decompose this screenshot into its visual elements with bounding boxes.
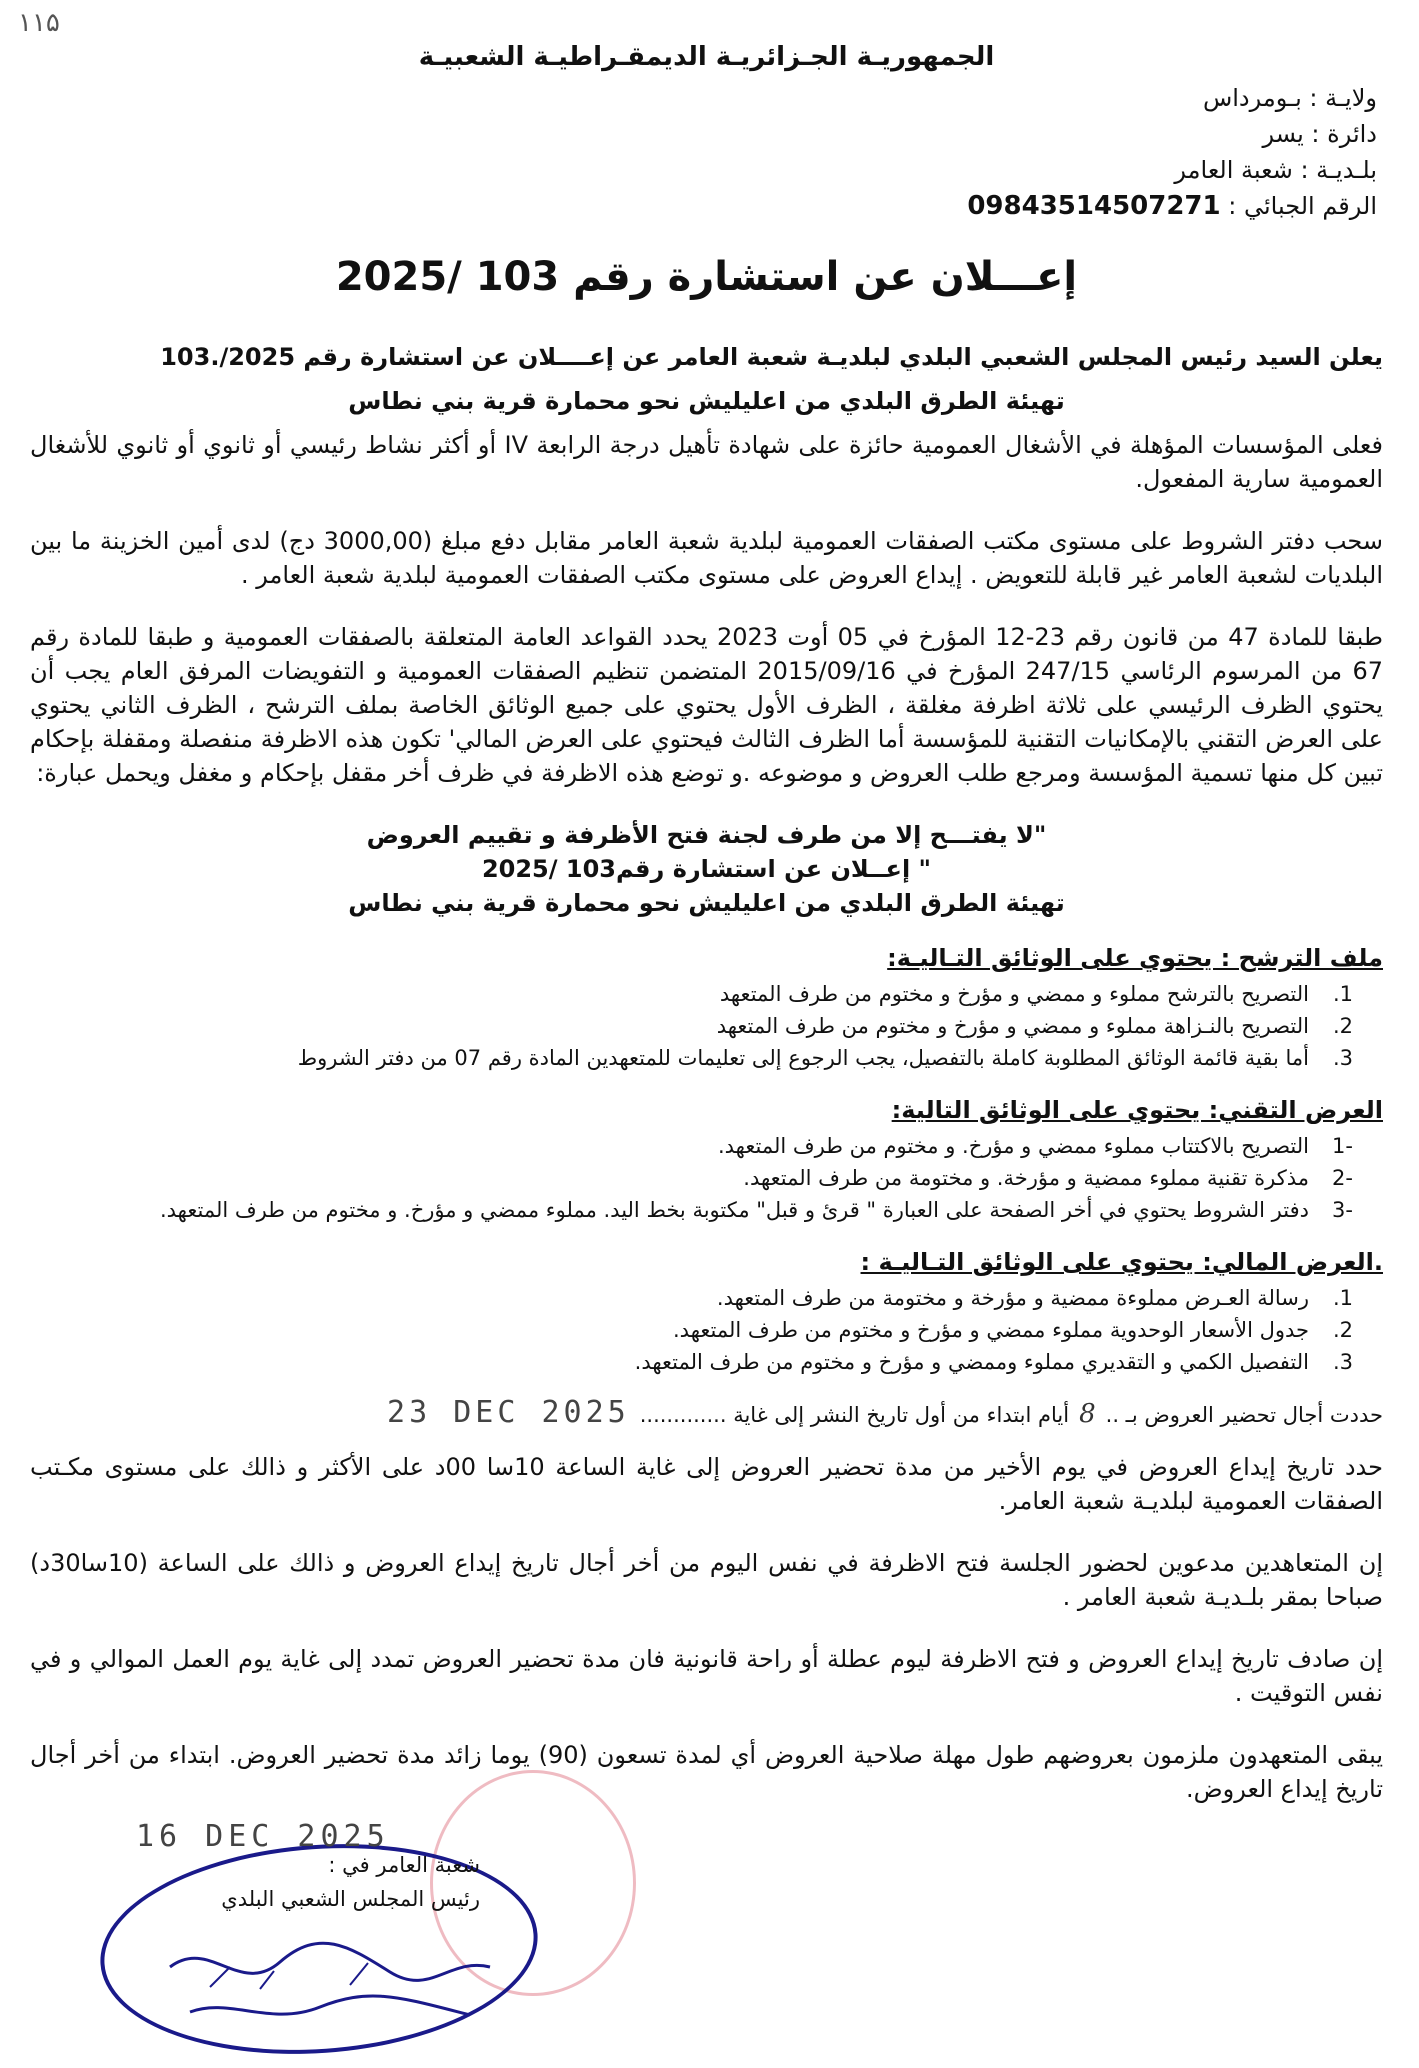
deadline-days-handwritten: 8 [1079,1399,1096,1429]
signature-place: شعبة العامر في : [328,1853,480,1877]
deadline-suffix: أيام ابتداء من أول تاريخ النشر إلى غاية ............. [639,1403,1070,1427]
signature-block [70,1815,490,2035]
list-item: 3. التفصيل الكمي و التقديري مملوء وممضي و مؤرخ و مختوم من طرف المتعهد. [634,1350,1353,1374]
corner-mark: ۱۱۵ [18,8,60,38]
handwritten-signature [150,1927,510,2037]
deadline-prefix: حددت أجال تحضير العروض بـ .. [1105,1403,1383,1427]
wilaya-line: ولايـة : بـومرداس [1202,84,1377,112]
announcement-title: إعـــلان عن استشارة رقم 103 /2025 [335,254,1078,300]
envelope-inscription [30,818,1383,920]
inscription-line-1: "لا يفتـــح إلا من طرف لجنة فتح الأظرفة و تقييم العروض [366,821,1047,849]
inscription-line-2: " إعــلان عن استشارة رقم103 /2025 [481,855,932,883]
deposit-paragraph: حدد تاريخ إيداع العروض في يوم الأخير من مدة تحضير العروض إلى غاية الساعة 10سا 00د على الأكثر و ذالك على مستوى مكـتب الصفقات العمومية لبلديـة شعبة العامر. [30,1453,1383,1515]
financial-title: .العرض المالي: يحتوي على الوثائق التـاليـة : [860,1248,1383,1276]
list-item: -2 مذكرة تقنية مملوء ممضية و مؤرخة. و مختومة من طرف المتعهد. [743,1166,1353,1190]
candidacy-title: ملف الترشح : يحتوي على الوثائق التـاليـة: [887,944,1383,972]
technical-title: العرض التقني: يحتوي على الوثائق التالية: [891,1096,1383,1124]
validity-paragraph: يبقى المتعهدون ملزمون بعروضهم طول مهلة صلاحية العروض أي لمدة تسعون (90) يوما زائد مدة تحضير العروض. ابتداء من أخر أجال تاريخ إيداع العروض. [30,1741,1384,1803]
fiscal-line [30,188,1377,224]
deadline-line [30,1396,1383,1432]
financial-list [30,1282,1383,1378]
administrative-header [30,80,1383,224]
holiday-paragraph: إن صادف تاريخ إيداع العروض و فتح الاظرفة ليوم عطلة أو راحة قانونية فان مدة تحضير العروض تمدد إلى غاية يوم العمل الموالي و في نفس التوقيت . [30,1645,1383,1707]
withdrawal-paragraph: سحب دفتر الشروط على مستوى مكتب الصفقات العمومية لبلدية شعبة العامر مقابل دفع مبلغ (3000,00 دج) لدى أمين الخزينة ما بين البلديات لشعبة العامر غير قابلة للتعويض . إيداع العروض على مستوى مكتب الصفقات العمومية لبلدية شعبة العامر . [30,527,1383,589]
signature-role: رئيس المجلس الشعبي البلدي [221,1887,480,1911]
daira-line: دائرة : يسر [1262,120,1377,148]
eligibility-paragraph: فعلى المؤسسات المؤهلة في الأشغال العمومية حائزة على شهادة تأهيل درجة الرابعة IV أو أكثر نشاط رئيسي أو ثانوي أو ثانوي للأشغال العمومية سارية المفعول. [30,431,1383,493]
list-item: 1. رسالة العـرض مملوءة ممضية و مؤرخة و مختومة من طرف المتعهد. [716,1286,1353,1310]
list-item: -3 دفتر الشروط يحتوي في أخر الصفحة على العبارة " قرئ و قبل" مكتوبة بخط اليد. مملوء ممضي و مؤرخ. و مختوم من طرف المتعهد. [159,1198,1353,1222]
fiscal-id: 09843514507271 [967,191,1221,221]
list-item: 2. التصريح بالنـزاهة مملوء و ممضي و مؤرخ و مختوم من طرف المتعهد [716,1014,1353,1038]
opening-paragraph: إن المتعاهدين مدعوين لحضور الجلسة فتح الاظرفة في نفس اليوم من أخر أجال تاريخ إيداع العروض و ذالك على الساعة (10سا30د) صباحا بمقر بلـديـة شعبة العامر . [30,1549,1383,1611]
signature-stamp-date: 16 DEC 2025 [136,1819,390,1854]
candidacy-list [30,978,1383,1074]
deadline-stamped-date: 23 DEC 2025 [387,1395,630,1430]
fiscal-label: الرقم الجبائي : [1228,192,1377,220]
inscription-line-3: تهيئة الطرق البلدي من اعليليش نحو محمارة قرية بني نطاس [348,889,1065,917]
list-item: 1. التصريح بالترشح مملوء و ممضي و مؤرخ و مختوم من طرف المتعهد [719,982,1353,1006]
intro-line: يعلن السيد رئيس المجلس الشعبي البلدي لبلديـة شعبة العامر عن إعــــلان عن استشارة رقم 2025/.103 [160,343,1383,371]
list-item: -1 التصريح بالاكتتاب مملوء ممضي و مؤرخ. و مختوم من طرف المتعهد. [717,1134,1353,1158]
announcement-body [30,20,1383,1816]
commune-line: بلـديـة : شعبة العامر [1174,156,1377,184]
legal-paragraph: طبقا للمادة 47 من قانون رقم 23-12 المؤرخ في 05 أوت 2023 يحدد القواعد العامة المتعلقة بالصفقات العمومية و طبقا للمادة رقم 67 من المرسوم الرئاسي 247/15 المؤرخ في 2015/09/16 المتضمن تنظيم الصفقات العمومية و التفويضات المرفق العام يجب أن يحتوي الظرف الرئيسي على ثلاثة اظرفة مغلقة ، الظرف الأول يحتوي على جميع الوثائق الخاصة بملف الترشح ، الظرف الثاني يحتوي على العرض التقني بالإمكانيات التقنية للمؤسسة أما الظرف الثالث فيحتوي على العرض المالي' تكون هذه الاظرفة منفصلة ومقفلة بإحكام تبين كل منها تسمية المؤسسة ومرجع طلب العروض و موضوعه .و توضع هذه الاظرفة في ظرف أخر مقفل بإحكام و مغفل ويحمل عبارة: [30,623,1384,787]
list-item: 2. جدول الأسعار الوحدوية مملوء ممضي و مؤرخ و مختوم من طرف المتعهد. [673,1318,1353,1342]
project-line: تهيئة الطرق البلدي من اعليليش نحو محمارة قرية بني نطاس [348,387,1065,415]
list-item: 3. أما بقية قائمة الوثائق المطلوبة كاملة بالتفصيل، يجب الرجوع إلى تعليمات للمتعهدين المادة رقم 07 من دفتر الشروط [297,1046,1353,1070]
technical-list [30,1130,1383,1226]
republic-header: الجمهوريـة الجـزائريـة الديمقـراطيـة الشعبيـة [418,42,995,72]
